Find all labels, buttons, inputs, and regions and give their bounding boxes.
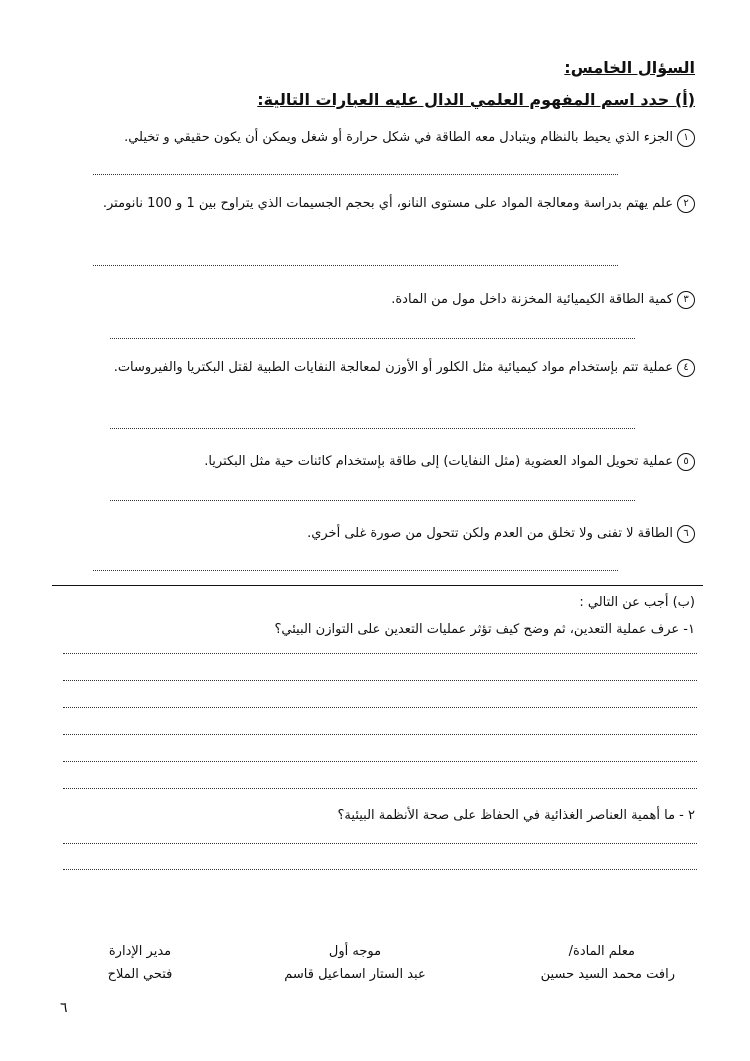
item-text-5: عملية تحويل المواد العضوية (مثل النفايات) إلى طاقة بإستخدام كائنات حية مثل البكتريا. (204, 454, 673, 469)
signature-director-role: مدير الإدارة (108, 944, 172, 959)
item-number-5: ٥ (677, 453, 695, 471)
item-number-3: ٣ (677, 291, 695, 309)
item-number-2: ٢ (677, 195, 695, 213)
answer-line-1[interactable] (93, 174, 618, 175)
item-text-6: الطاقة لا تفنى ولا تخلق من العدم ولكن تتحول من صورة غلى أخري. (307, 526, 673, 541)
signature-supervisor-name: عبد الستار اسماعيل قاسم (284, 967, 426, 982)
answer-line-2[interactable] (93, 265, 618, 266)
question-item-6 (55, 520, 695, 547)
item-text-3: كمية الطاقة الكيميائية المخزنة داخل مول من المادة. (391, 292, 673, 307)
signature-teacher (515, 944, 675, 982)
answer-line-b1-3[interactable] (63, 707, 697, 708)
signature-supervisor (270, 944, 440, 982)
signature-teacher-name: رافت محمد السيد حسين (540, 967, 675, 982)
answer-line-3[interactable] (110, 338, 635, 339)
question-item-5 (55, 448, 695, 475)
page-number: ٦ (60, 1000, 68, 1016)
section-divider (52, 585, 703, 586)
answer-line-4[interactable] (110, 428, 635, 429)
item-number-1: ١ (677, 129, 695, 147)
part-a-heading: (أ) حدد اسم المفهوم العلمي الدال عليه العبارات التالية: (257, 90, 695, 109)
answer-line-6[interactable] (93, 570, 618, 571)
question-item-1 (55, 124, 695, 151)
answer-line-5[interactable] (110, 500, 635, 501)
signature-director (90, 944, 190, 982)
signature-teacher-role: معلم المادة/ (568, 944, 635, 959)
signature-supervisor-role: موجه أول (328, 944, 382, 959)
answer-line-b2-2[interactable] (63, 869, 697, 870)
item-number-4: ٤ (677, 359, 695, 377)
answer-line-b1-2[interactable] (63, 680, 697, 681)
question-item-4 (55, 354, 695, 381)
item-text-2: علم يهتم بدراسة ومعالجة المواد على مستوى النانو، أي بحجم الجسيمات الذي يتراوح بين 1 و 100 نانومتر. (102, 196, 673, 211)
answer-line-b1-6[interactable] (63, 788, 697, 789)
part-b-question-1: ١- عرف عملية التعدين، ثم وضح كيف تؤثر عمليات التعدين على التوازن البيئي؟ (274, 622, 695, 637)
question-item-3 (55, 286, 695, 313)
item-number-6: ٦ (677, 525, 695, 543)
item-text-1: الجزء الذي يحيط بالنظام ويتبادل معه الطاقة في شكل حرارة أو شغل ويمكن أن يكون حقيقي و تخيلي. (124, 130, 673, 145)
part-b-heading: (ب) أجب عن التالي : (579, 595, 695, 610)
part-b-question-2: ٢ - ما أهمية العناصر الغذائية في الحفاظ على صحة الأنظمة البيئية؟ (337, 808, 695, 823)
question-item-2 (55, 190, 695, 217)
item-text-4: عملية تتم بإستخدام مواد كيميائية مثل الكلور أو الأوزن لمعالجة النفايات الطبية لقتل البكتريا والفيروسات. (113, 360, 673, 375)
answer-line-b1-5[interactable] (63, 761, 697, 762)
answer-line-b2-1[interactable] (63, 843, 697, 844)
answer-line-b1-1[interactable] (63, 653, 697, 654)
section-title: السؤال الخامس: (564, 58, 695, 77)
answer-line-b1-4[interactable] (63, 734, 697, 735)
signature-director-name: فتحي الملاح (107, 967, 173, 982)
